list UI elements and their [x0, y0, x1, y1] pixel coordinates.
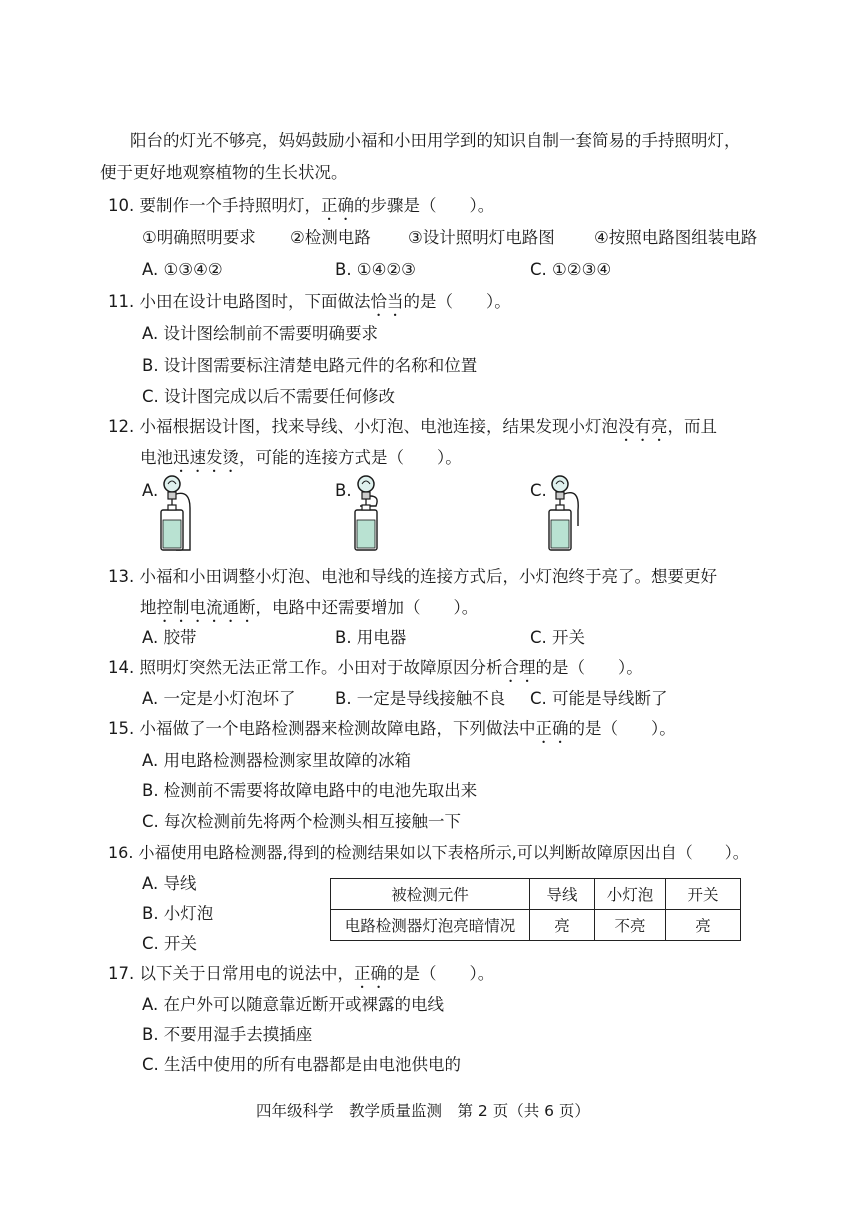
q17-emphasis: 正确 [354, 964, 387, 983]
q12-emphasis-1: 没有亮 [618, 417, 668, 436]
q12-option-b-label[interactable]: B. [335, 481, 352, 500]
q14-option-b[interactable]: B. 一定是导线接触不良 [335, 689, 506, 708]
q12-line2-post: ，可能的连接方式是（ ）。 [239, 448, 462, 467]
q17-stem-post: 的是（ ）。 [387, 964, 495, 983]
q10-option-b[interactable]: B. ①④②③ [335, 260, 416, 279]
bulb-icon [358, 476, 374, 492]
q15-stem-pre: 15. 小福做了一个电路检测器来检测故障电路，下列做法中 [108, 719, 536, 738]
q14-option-c[interactable]: C. 可能是导线断了 [530, 689, 668, 708]
table-cell: 不亮 [595, 910, 666, 941]
q12-line2-pre: 电池 [140, 448, 173, 467]
q15-emphasis: 正确 [535, 719, 569, 738]
q10-step-1: ①明确照明要求 [142, 228, 256, 247]
intro-line-2: 便于更好地观察植物的生长状况。 [100, 163, 348, 182]
question-11-stem [108, 291, 511, 320]
q10-step-3: ③设计照明灯电路图 [408, 228, 555, 247]
q17-option-a[interactable]: A. 在户外可以随意靠近断开或裸露的电线 [142, 995, 444, 1014]
q16-option-c[interactable]: C. 开关 [142, 934, 198, 953]
q11-option-a[interactable]: A. 设计图绘制前不需要明确要求 [142, 324, 378, 343]
q17-option-b[interactable]: B. 不要用湿手去摸插座 [142, 1025, 313, 1044]
table-header-row [331, 879, 741, 910]
question-10-stem [108, 195, 494, 224]
q10-emphasis: 正确 [321, 196, 354, 215]
q15-option-c[interactable]: C. 每次检测前先将两个检测头相互接触一下 [142, 812, 462, 831]
q10-option-c[interactable]: C. ①②③④ [530, 260, 612, 279]
circuit-diagram-b[interactable] [350, 470, 400, 556]
q13-option-b[interactable]: B. 用电器 [335, 628, 407, 647]
q17-option-c[interactable]: C. 生活中使用的所有电器都是由电池供电的 [142, 1055, 462, 1074]
question-17-stem [108, 963, 494, 992]
q13-emphasis: 控制电流通断 [156, 598, 256, 617]
q12-option-c-label[interactable]: C. [530, 481, 547, 500]
q10-option-a[interactable]: A. ①③④② [142, 260, 223, 279]
q12-line1-pre: 12. 小福根据设计图，找来导线、小灯泡、电池连接，结果发现小灯泡 [108, 417, 618, 436]
question-15-stem [108, 718, 676, 747]
question-12-line-1 [108, 416, 717, 445]
question-16-stem: 16. 小福使用电路检测器,得到的检测结果如以下表格所示,可以判断故障原因出自（ ）。 [108, 843, 749, 862]
page-footer: 四年级科学 教学质量监测 第 2 页（共 6 页） [256, 1102, 590, 1120]
table-header-cell: 被检测元件 [331, 879, 530, 910]
q11-stem-pre: 11. 小田在设计电路图时，下面做法 [108, 292, 371, 311]
q12-line1-post: ，而且 [667, 417, 717, 436]
q11-option-b[interactable]: B. 设计图需要标注清楚电路元件的名称和位置 [142, 356, 478, 375]
q15-option-a[interactable]: A. 用电路检测器检测家里故障的冰箱 [142, 751, 411, 770]
q11-option-c[interactable]: C. 设计图完成以后不需要任何修改 [142, 387, 396, 406]
question-14-stem [108, 657, 643, 686]
table-header-cell: 小灯泡 [595, 879, 666, 910]
question-13-line-2 [140, 597, 478, 626]
bulb-icon [552, 476, 568, 492]
q14-stem-pre: 14. 照明灯突然无法正常工作。小田对于故障原因分析 [108, 658, 503, 677]
q13-line2-post: ，电路中还需要增加（ ）。 [255, 598, 479, 617]
question-13-line-1: 13. 小福和小田调整小灯泡、电池和导线的连接方式后，小灯泡终于亮了。想要更好 [108, 567, 717, 586]
q14-stem-post: 的是（ ）。 [535, 658, 643, 677]
table-header-cell: 导线 [530, 879, 595, 910]
q17-stem-pre: 17. 以下关于日常用电的说法中， [108, 964, 354, 983]
detection-result-table [330, 878, 741, 941]
circuit-diagram-c[interactable] [544, 470, 594, 556]
q10-step-4: ④按照电路图组装电路 [594, 228, 758, 247]
q10-step-2: ②检测电路 [290, 228, 371, 247]
q15-option-b[interactable]: B. 检测前不需要将故障电路中的电池先取出来 [142, 781, 478, 800]
table-cell: 亮 [666, 910, 741, 941]
table-header-cell: 开关 [666, 879, 741, 910]
bulb-icon [164, 476, 180, 492]
q14-option-a[interactable]: A. 一定是小灯泡坏了 [142, 689, 296, 708]
q16-option-b[interactable]: B. 小灯泡 [142, 904, 214, 923]
circuit-diagram-a[interactable] [156, 470, 206, 556]
q12-emphasis-2: 迅速发烫 [173, 448, 239, 467]
q10-stem-post: 的步骤是（ ）。 [354, 196, 495, 215]
q12-option-a-label[interactable]: A. [142, 481, 159, 500]
q13-option-a[interactable]: A. 胶带 [142, 628, 197, 647]
table-row [331, 910, 741, 941]
q10-stem-pre: 10. 要制作一个手持照明灯， [108, 196, 321, 215]
table-cell: 亮 [530, 910, 595, 941]
q11-stem-post: 的是（ ）。 [403, 292, 511, 311]
q11-emphasis: 恰当 [370, 292, 404, 311]
q16-option-a[interactable]: A. 导线 [142, 874, 197, 893]
q14-emphasis: 合理 [502, 658, 536, 677]
intro-line-1: 阳台的灯光不够亮，妈妈鼓励小福和小田用学到的知识自制一套简易的手持照明灯， [130, 131, 741, 150]
q13-option-c[interactable]: C. 开关 [530, 628, 586, 647]
table-cell: 电路检测器灯泡亮暗情况 [331, 910, 530, 941]
q15-stem-post: 的是（ ）。 [568, 719, 676, 738]
q13-line2-pre: 地 [140, 598, 157, 617]
